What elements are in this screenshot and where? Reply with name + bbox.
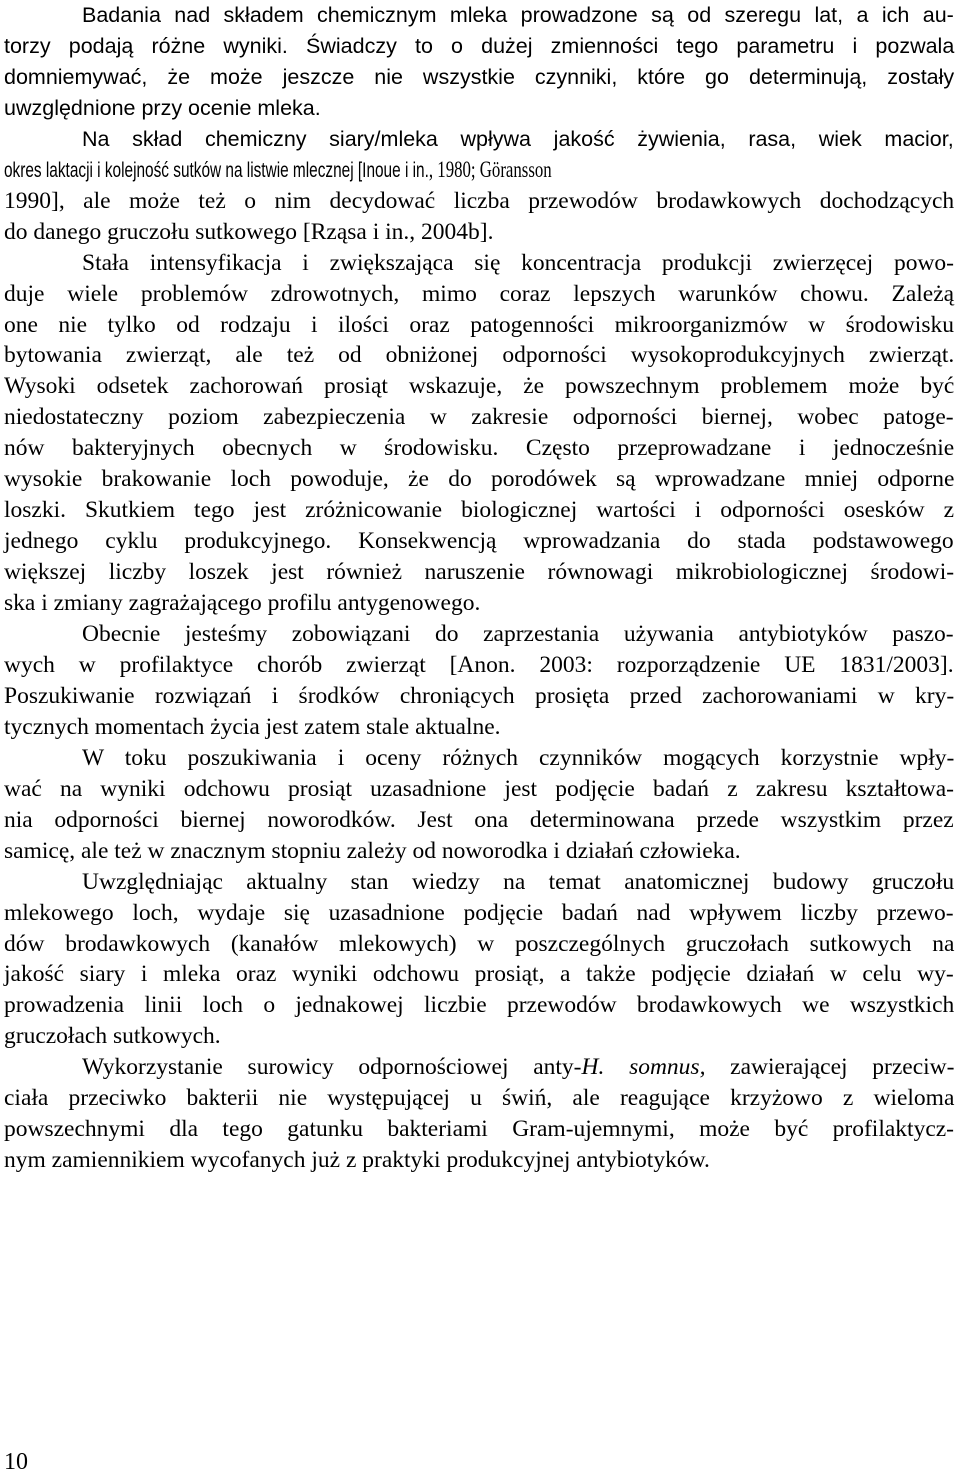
line-text: prowadzenia linii loch o jednakowej liczbie przewodów brodawkowych we wszystkich (4, 992, 955, 1018)
line-text: wać na wyniki odchowu prosiąt uzasadnione jest podjęcie badań z zakresu kształtowa- (4, 776, 954, 802)
text-line (4, 805, 954, 835)
text-line (4, 402, 954, 432)
text-line (82, 124, 954, 154)
line-text: Uwzględniając aktualny stan wiedzy na temat anatomicznej budowy gruczołu (82, 869, 955, 895)
line-text: torzy podają różne wyniki. Świadczy to o dużej zmienności tego parametru i pozwala (4, 34, 955, 58)
text-line (82, 248, 954, 278)
text-line (4, 31, 954, 61)
text-line (4, 371, 954, 401)
line-text: ska i zmiany zagrażającego profilu antygenowego. (4, 590, 481, 616)
line-text: duje wiele problemów zdrowotnych, mimo coraz lepszych warunków chowu. Zależą (4, 281, 955, 307)
line-text: W toku poszukiwania i oceny różnych czynników mogących korzystnie wpły- (82, 745, 955, 771)
text-line (4, 1021, 221, 1051)
text-line (4, 1114, 954, 1144)
line-text: 1990], ale może też o nim decydować liczba przewodów brodawkowych dochodzących (4, 188, 955, 214)
line-text: nia odporności biernej noworodków. Jest ona determinowana przede wszystkim przez (4, 807, 954, 833)
text-line (4, 495, 954, 525)
line-text: Na skład chemiczny siary/mleka wpływa jakość żywienia, rasa, wiek macior, (82, 127, 954, 151)
line-text: okres laktacji i kolejność sutków na listwie mlecznej [Inoue i in. (4, 158, 429, 182)
line-text: wysokie brakowanie loch powoduje, że do porodówek są wprowadzane mniej odporne (4, 466, 955, 492)
text-line (82, 867, 954, 897)
text-line (4, 990, 954, 1020)
text-line (82, 743, 954, 773)
text-line (4, 279, 954, 309)
line-text: mlekowego loch, wydaje się uzasadnione podjęcie badań nad wpływem liczby przewo- (4, 900, 954, 926)
line-text: uwzględnione przy ocenie mleka. (4, 96, 321, 120)
line-text: nów bakteryjnych obecnych w środowisku. Często przeprowadzane i jednocześnie (4, 435, 955, 461)
text-line (82, 0, 954, 30)
text-line (4, 681, 954, 711)
page-number: 10 (4, 1449, 28, 1475)
line-text: nym zamiennikiem wycofanych już z praktyki produkcyjnej antybiotyków. (4, 1147, 710, 1173)
text-line (4, 588, 480, 618)
text-line (4, 433, 954, 463)
text-line (82, 619, 954, 649)
line-text: niedostateczny poziom zabezpieczenia w zakresie odporności biernej, wobec patoge- (4, 404, 954, 430)
line-text: dów brodawkowych (kanałów mlekowych) w poszczególnych gruczołach sutkowych na (4, 931, 955, 957)
text-line (82, 1052, 954, 1082)
text-line (4, 557, 954, 587)
text-line (4, 217, 493, 247)
line-text: bytowania zwierząt, ale też od obniżonej odporności wysokoprodukcyjnych zwierząt. (4, 342, 955, 368)
text-line (4, 712, 501, 742)
line-text-tail: , 1980; Göransson (428, 157, 552, 183)
text-line (4, 898, 954, 928)
italic-text: H. somnus, (581, 1054, 706, 1080)
line-text: gruczołach sutkowych. (4, 1023, 221, 1049)
text-line (4, 774, 954, 804)
line-text: Poszukiwanie rozwiązań i środków chroniących prosięta przed zachorowaniami w kry- (4, 683, 955, 709)
line-text: jednego cyklu produkcyjnego. Konsekwencją wprowadzania do stada podstawowego (4, 528, 954, 554)
text-line (4, 959, 954, 989)
line-text: tycznych momentach życia jest zatem stale aktualne. (4, 714, 501, 740)
line-text: wych w profilaktyce chorób zwierząt [Anon. 2003: rozporządzenie UE 1831/2003]. (4, 652, 954, 678)
line-text: domniemywać, że może jeszcze nie wszystkie czynniki, które go determinują, zostały (4, 65, 955, 89)
line-text: samicę, ale też w znacznym stopniu zależy od noworodka i działań człowieka. (4, 838, 741, 864)
text-line (4, 1083, 954, 1113)
line-text: ciała przeciwko bakterii nie występującej u świń, ale reagujące krzyżowo z wieloma (4, 1085, 955, 1111)
text-line (4, 650, 954, 680)
text-line (4, 836, 741, 866)
line-text: loszki. Skutkiem tego jest zróżnicowanie biologicznej wartości i odporności osesków z (4, 497, 955, 523)
line-text: Wysoki odsetek zachorowań prosiąt wskazuje, że powszechnym problemem może być (4, 373, 955, 399)
line-text-after: zawierającej przeciw- (705, 1054, 955, 1080)
line-text: powszechnymi dla tego gatunku bakteriami Gram-ujemnymi, może być profilaktycz- (4, 1116, 955, 1142)
line-text: Badania nad składem chemicznym mleka prowadzone są od szeregu lat, a ich au- (82, 3, 954, 27)
text-line (4, 155, 552, 185)
line-text: one nie tylko od rodzaju i ilości oraz patogenności mikroorganizmów w środowisku (4, 312, 954, 338)
line-text: większej liczby loszek jest również naruszenie równowagi mikrobiologicznej środowi- (4, 559, 955, 585)
text-line (4, 1145, 710, 1175)
text-line (4, 186, 954, 216)
line-text: jakość siary i mleka oraz wyniki odchowu prosiąt, a także podjęcie działań w celu wy- (4, 961, 954, 987)
text-line (4, 62, 954, 92)
line-text: Wykorzystanie surowicy odpornościowej anty- (82, 1054, 582, 1080)
text-line (4, 340, 954, 370)
text-line (4, 929, 954, 959)
line-text: do danego gruczołu sutkowego [Rząsa i in., 2004b]. (4, 219, 494, 245)
text-line (4, 310, 954, 340)
text-line (4, 464, 954, 494)
text-line (4, 93, 321, 123)
text-line (4, 526, 954, 556)
line-text: Obecnie jesteśmy zobowiązani do zaprzestania używania antybiotyków paszo- (82, 621, 954, 647)
line-text: Stała intensyfikacja i zwiększająca się koncentracja produkcji zwierzęcej powo- (82, 250, 954, 276)
